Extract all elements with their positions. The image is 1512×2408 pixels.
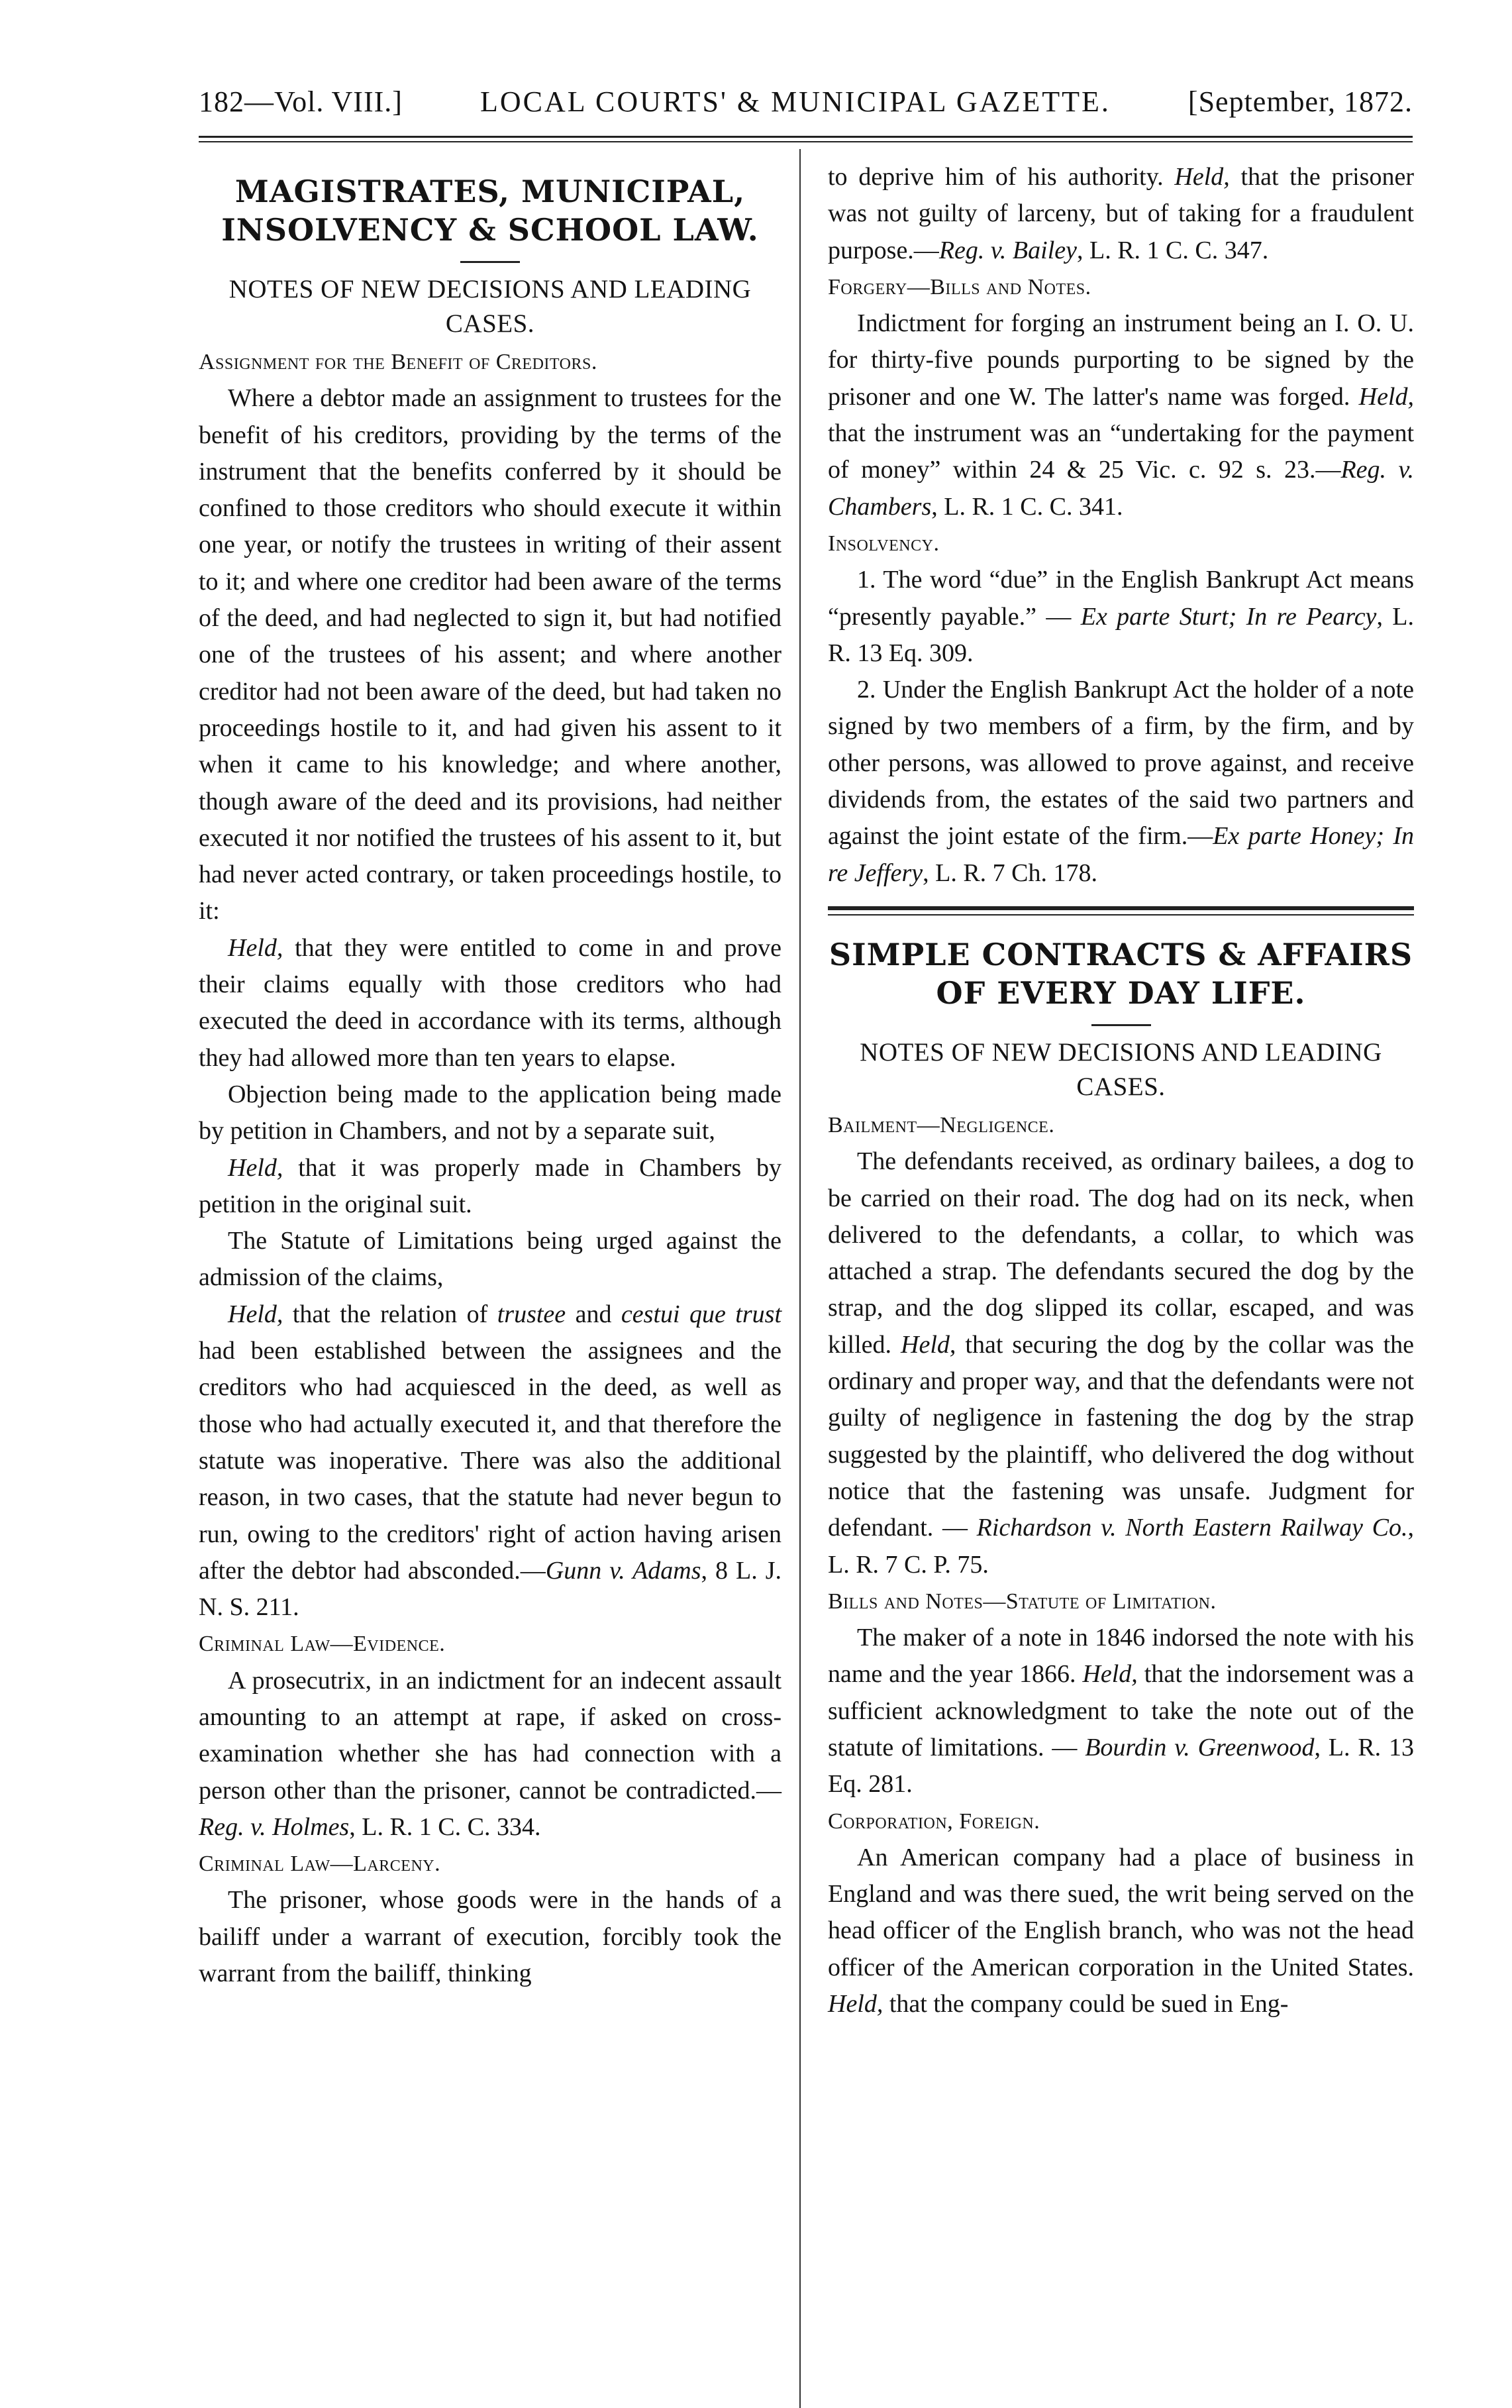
held-label: Held, (1358, 382, 1414, 411)
paragraph (828, 562, 1414, 672)
topic-bills-and-notes: Bills and Notes—Statute of Limitation. (828, 1589, 1217, 1614)
paragraph-text: to deprive him of his authority. (828, 163, 1175, 191)
held-label: Held, (228, 933, 283, 962)
paragraph-text: that the company could be sued in Eng- (883, 1990, 1289, 2018)
page-volume: 182—Vol. VIII.] (199, 85, 403, 118)
notes-heading: NOTES OF NEW DECISIONS AND LEADING CASES. (860, 1037, 1382, 1101)
paragraph (828, 1840, 1414, 2022)
notes-heading: NOTES OF NEW DECISIONS AND LEADING CASES. (228, 275, 752, 338)
section-short-rule (460, 261, 520, 263)
citation-reference: , L. R. 1 C. C. 341. (931, 492, 1123, 521)
held-label: Held, (228, 1153, 283, 1182)
paragraph (199, 1663, 781, 1846)
paragraph-text: 2. Under the English Bankrupt Act the holder of a note signed by two members of a firm, by the firm, and by other persons, was allowed to prove against, and receive dividends from, the estates of the said two partners and against the joint estate of the firm.— (828, 676, 1414, 851)
paragraph-text: that it was properly made in Chambers by petition in the original suit. (199, 1153, 781, 1218)
citation-reference: , 8 L. J. N. S. 211. (199, 1556, 782, 1622)
topic-criminal-evidence: Criminal Law—Evidence. (199, 1632, 446, 1657)
case-citation: Richardson v. North Eastern Railway Co. (976, 1514, 1408, 1542)
case-citation: Reg. v. Holmes (199, 1812, 350, 1841)
section-divider-thin (828, 914, 1414, 916)
paragraph (828, 305, 1414, 525)
italic-term: cestui que trust (621, 1300, 782, 1328)
case-citation: Ex parte Sturt; In re Pearcy (1080, 602, 1377, 631)
paragraph (828, 672, 1414, 892)
topic-assignment: Assignment for the Benefit of Creditors. (199, 350, 597, 374)
column-divider (799, 149, 801, 2408)
section-short-rule (1091, 1024, 1151, 1026)
paragraph: The Statute of Limitations being urged against the admission of the claims, (199, 1227, 781, 1292)
held-label: Held, (1082, 1660, 1138, 1689)
case-citation: Bourdin v. Greenwood (1085, 1733, 1315, 1761)
paragraph-text: An American company had a place of business in England and was there sued, the writ being served on the head officer of the English branch, who was not the head officer of the American corporation in the United States. (828, 1843, 1414, 1981)
paragraph-text: and (566, 1300, 621, 1328)
citation-reference: , L. R. 13 Eq. 281. (828, 1733, 1415, 1799)
citation-reference: , L. R. 7 C. P. 75. (828, 1514, 1415, 1579)
citation-reference: , L. R. 1 C. C. 334. (349, 1812, 541, 1841)
paragraph-text: that the relation of (283, 1300, 497, 1328)
paragraph (199, 1150, 781, 1224)
topic-criminal-larceny: Criminal Law—Larceny. (199, 1852, 441, 1877)
paragraph-text: had been established between the assignees and the creditors who had acquiesced in the deed, as well as those who had actually executed it, and that therefore the statute was inoperative. There was also the additional reason, in two cases, that the statute had never begun to run, owing to the creditors' right of action having arisen after the debtor had absconded.— (199, 1337, 781, 1585)
paragraph-text: that the instrument was an “undertaking for the payment of money” within 24 & 25 Vic. c. 92 s. 23.— (828, 419, 1414, 484)
paragraph-text: 1. The word “due” in the English Bankrupt Act means “presently payable.” — (828, 566, 1414, 631)
topic-insolvency: Insolvency. (828, 531, 940, 556)
held-label: Held, (901, 1330, 956, 1359)
paragraph-continued (828, 159, 1414, 269)
paragraph (199, 1296, 781, 1626)
topic-bailment: Bailment—Negligence. (828, 1112, 1055, 1137)
held-label: Held, (1174, 163, 1230, 191)
running-header (199, 85, 1413, 131)
paragraph-text: The maker of a note in 1846 indorsed the note with his name and the year 1866. (828, 1624, 1414, 1689)
paragraph-text: that the indorsement was a sufficient acknowledgment to take the note out of the statute of limitations. — (828, 1660, 1414, 1761)
paragraph (199, 930, 781, 1076)
citation-reference: , L. R. 1 C. C. 347. (1077, 236, 1269, 264)
issue-date: [September, 1872. (1187, 85, 1413, 118)
paragraph-text: The defendants received, as ordinary bailees, a dog to be carried on their road. The dog had on its neck, when delivered to the defendants, a collar, to which was attached a strap. The defendants secured the dog by the strap, and the dog slipped its collar, escaped, and was killed. (828, 1147, 1414, 1359)
section-title-magistrates: MAGISTRATES, MUNICIPAL, INSOLVENCY & SCHOOL LAW. (221, 174, 759, 248)
paragraph: The prisoner, whose goods were in the hands of a bailiff under a warrant of execution, forcibly took the warrant from the bailiff, thinking (199, 1886, 781, 1988)
paragraph: Where a debtor made an assignment to trustees for the benefit of his creditors, providing by the terms of the instrument that the benefits conferred by it should be confined to those creditors who should execute it within one year, or notify the trustees in writing of their assent to it; and where one creditor had been aware of the terms of the deed, and had neglected to sign it, but had notified one of the trustees of his assent; and where another creditor had not been aware of the deed, but had taken no proceedings hostile to it, and had given his assent to it when it came to his knowledge; and where another, though aware of the deed and its provisions, had neither executed it nor notified the trustees of his assent to it, but had never acted contrary, or taken proceedings hostile, to it: (199, 384, 781, 925)
header-rule (199, 136, 1413, 138)
paragraph-text: that the prisoner was not guilty of larceny, but of taking for a fraudulent purpose.— (828, 163, 1414, 264)
paragraph (828, 1143, 1414, 1583)
publication-title: LOCAL COURTS' & MUNICIPAL GAZETTE. (480, 85, 1111, 118)
paragraph-text: that securing the dog by the collar was the ordinary and proper way, and that the defendants were not guilty of negligence in fastening the dog by the strap suggested by the plaintiff, who delivered the dog without notice that the fastening was unsafe. Judgment for defendant. — (828, 1330, 1414, 1542)
right-column (828, 159, 1414, 2022)
paragraph (828, 1620, 1414, 1803)
case-citation: Reg. v. Bailey (938, 236, 1077, 264)
paragraph-text: that they were entitled to come in and prove their claims equally with those creditors who had executed the deed in accordance with its terms, although they had allowed more than ten years to elapse. (199, 933, 781, 1072)
section-divider-thick (828, 906, 1414, 910)
case-citation: Ex parte Honey; In re Jeffery (828, 822, 1414, 887)
header-rule-secondary (199, 141, 1413, 142)
citation-reference: , L. R. 7 Ch. 178. (923, 859, 1098, 887)
paragraph-text: Indictment for forging an instrument being an I. O. U. for thirty-five pounds purporting to be signed by the prisoner and one W. The latter's name was forged. (828, 309, 1414, 411)
case-citation: Gunn v. Adams (545, 1556, 701, 1585)
citation-reference: , L. R. 13 Eq. 309. (828, 602, 1415, 667)
held-label: Held, (228, 1300, 283, 1328)
paragraph: Objection being made to the application being made by petition in Chambers, and not by a separate suit, (199, 1080, 781, 1145)
italic-term: trustee (497, 1300, 566, 1328)
topic-forgery: Forgery—Bills and Notes. (828, 274, 1091, 299)
case-citation: Reg. v. Chambers (828, 456, 1415, 521)
left-column (199, 159, 781, 1992)
topic-corporation-foreign: Corporation, Foreign. (828, 1808, 1040, 1834)
held-label: Held, (828, 1990, 883, 2018)
paragraph-text: A prosecutrix, in an indictment for an indecent assault amounting to an attempt at rape, if asked on cross-examination whether she has had connection with a person other than the prisoner, cannot be contradicted.— (199, 1666, 781, 1805)
section-title-simple-contracts: SIMPLE CONTRACTS & AFFAIRS OF EVERY DAY LIFE. (829, 936, 1413, 1011)
